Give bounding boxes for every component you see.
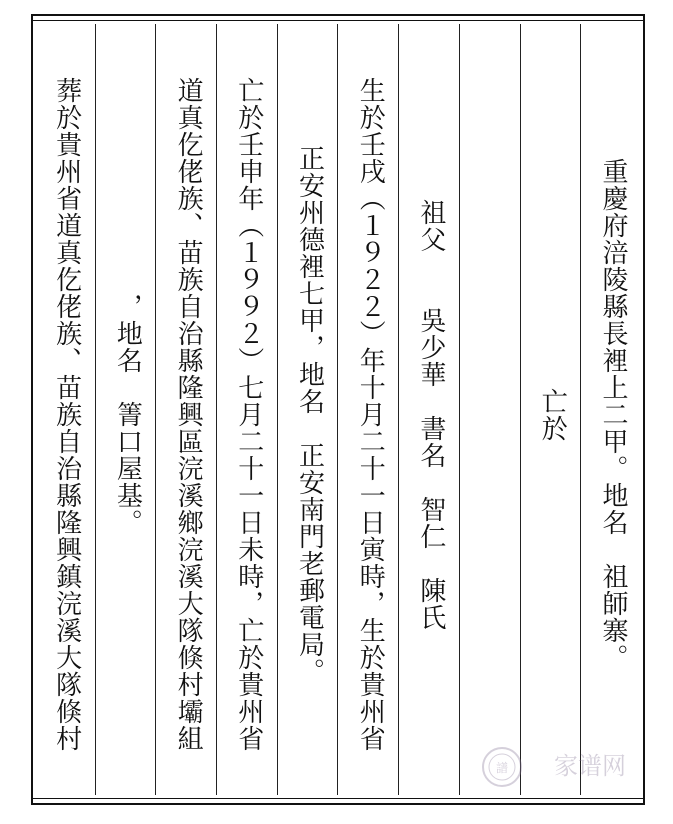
column-9-text: ，地名 箐口屋基。: [112, 293, 143, 536]
text-column-10: [35, 24, 96, 795]
svg-text:譜: 譜: [495, 761, 509, 775]
column-container: [35, 24, 641, 795]
text-column-5: [338, 24, 399, 795]
column-2-text: 亡於: [537, 387, 568, 442]
column-4-text: 祖父 吳少華 書名 智仁 陳氏: [415, 198, 446, 631]
column-6-text: 正安州德裡七甲，地名 正安南門老郵電局。: [294, 144, 325, 685]
column-8-text: 道真仡佬族、苗族自治縣隆興區浣溪鄉浣溪大隊倏村壩組: [173, 77, 204, 752]
text-column-7: [217, 24, 278, 795]
text-column-8: [156, 24, 217, 795]
text-column-2: [521, 24, 582, 795]
column-1-text: 重慶府涪陵縣長裡上二甲。地名 祖師寨。: [598, 158, 628, 671]
column-7-text: 亡於壬申年（１９９２）七月二十一日未時，亡於貴州省: [233, 77, 264, 752]
watermark-seal-label: 家谱网: [554, 752, 626, 780]
column-5-text: 生於壬戌（１９２２）年十月二十一日寅時，生於貴州省: [355, 77, 386, 752]
column-10-text: 葬於貴州省道真仡佬族、苗族自治縣隆興鎮浣溪大隊倏村: [51, 77, 82, 752]
text-column-4: [399, 24, 460, 795]
text-column-9: [96, 24, 157, 795]
document-frame: [31, 14, 645, 805]
text-column-3: [460, 24, 521, 795]
text-column-1: [581, 24, 641, 795]
text-column-6: [278, 24, 339, 795]
column-3-text: [460, 34, 520, 795]
